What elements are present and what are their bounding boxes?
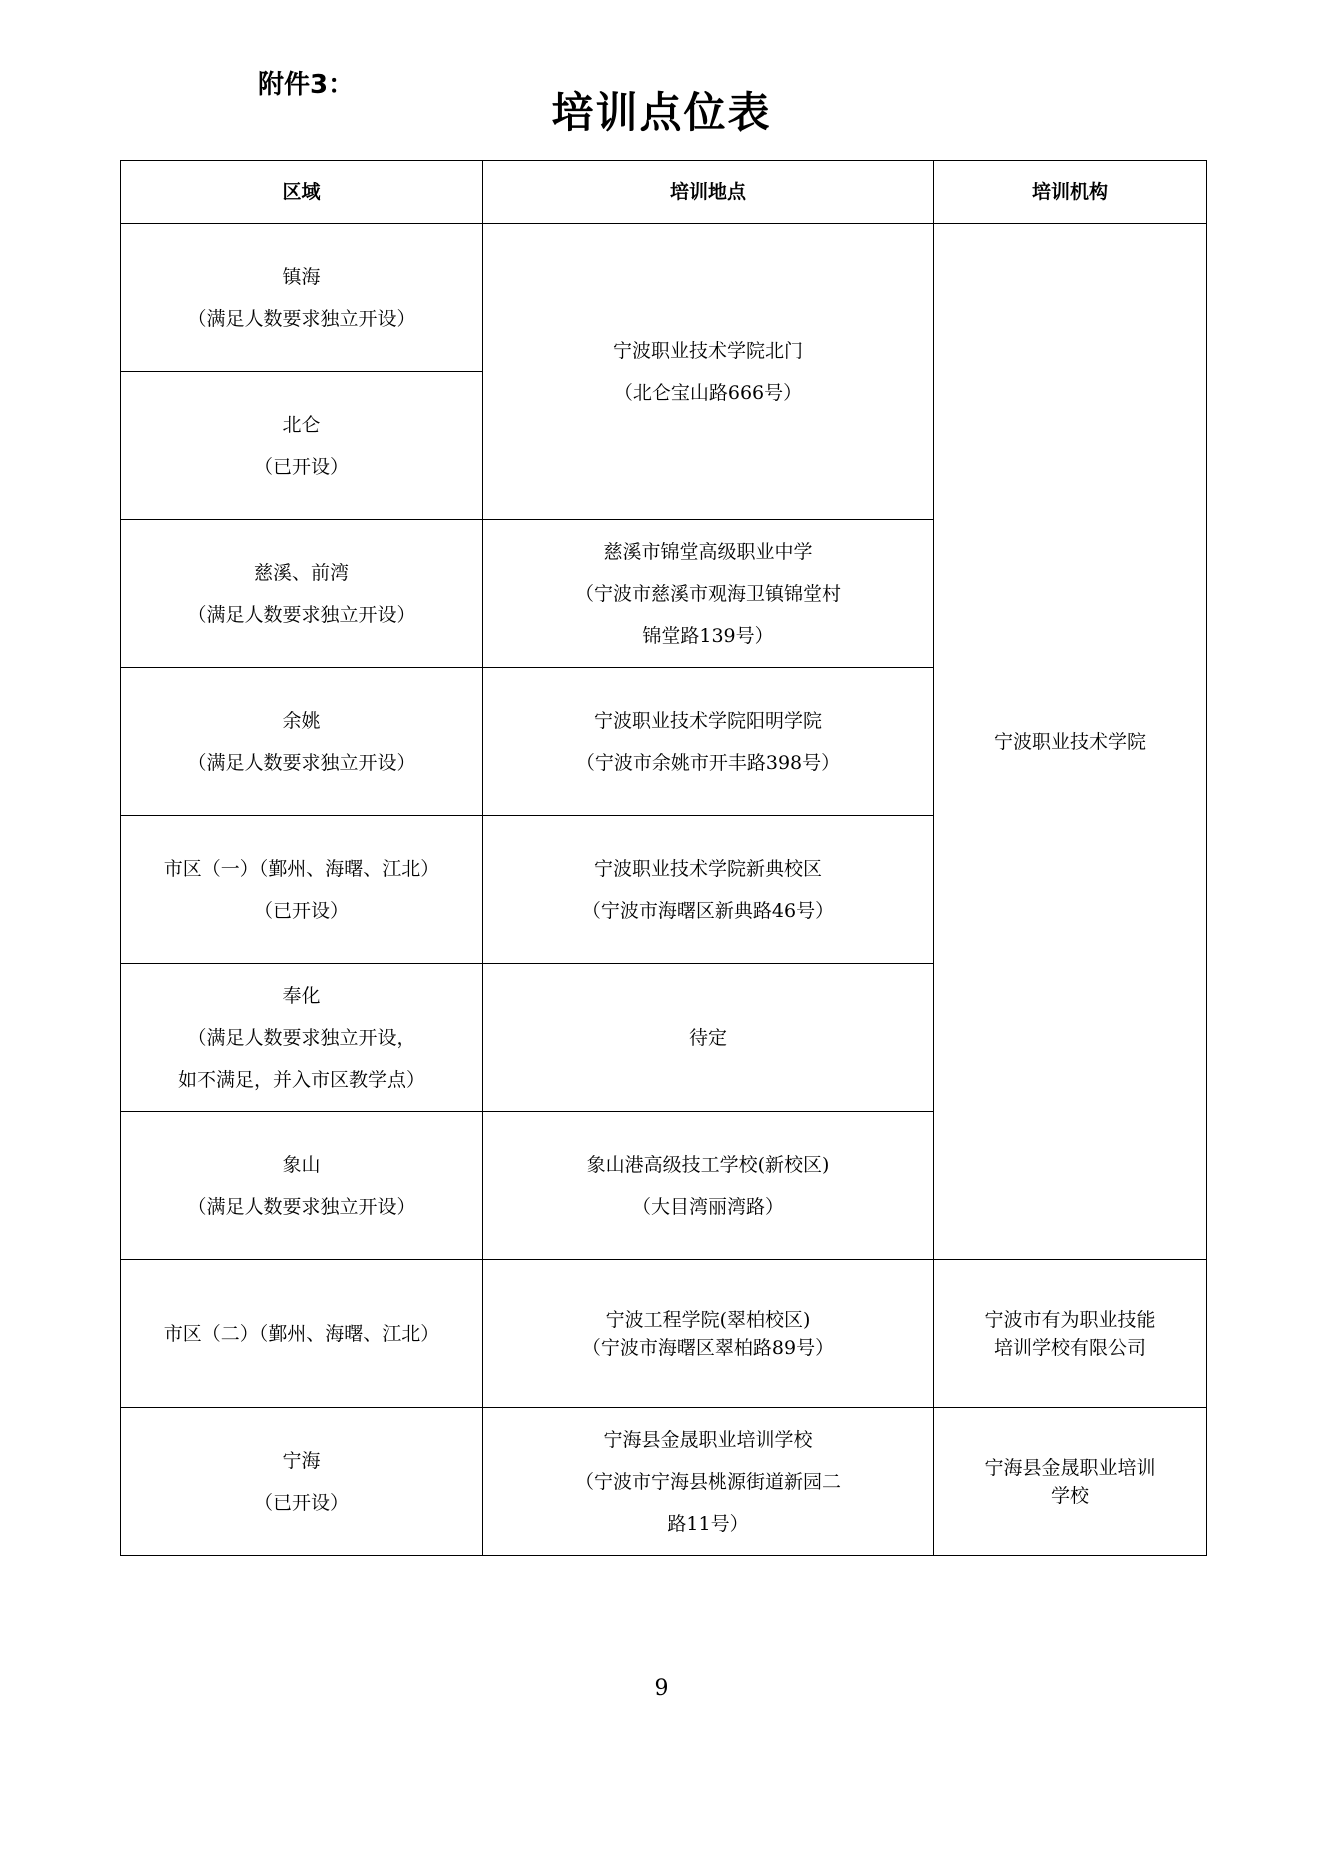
location-cell	[483, 1260, 934, 1408]
table-header-row	[121, 161, 1207, 224]
location-name: 象山港高级技工学校(新校区)	[586, 1153, 830, 1176]
table-row	[121, 1260, 1207, 1408]
location-name: 宁波工程学院(翠柏校区)	[605, 1308, 811, 1331]
region-cell	[121, 1408, 483, 1556]
institution-name: 宁波职业技术学院	[993, 730, 1146, 753]
location-name: 宁波职业技术学院阳明学院	[593, 709, 822, 732]
location-name: 慈溪市锦堂高级职业中学	[603, 540, 813, 563]
region-name: 市区（二）（鄞州、海曙、江北）	[163, 1322, 440, 1345]
location-name: 宁波职业技术学院北门	[612, 339, 803, 362]
region-cell	[121, 372, 483, 520]
region-name: 慈溪、前湾	[253, 561, 349, 584]
region-cell	[121, 964, 483, 1112]
attachment-label: 附件3：	[258, 70, 355, 100]
location-address-cont: 锦堂路139号）	[642, 624, 774, 647]
location-name: 待定	[688, 1026, 727, 1049]
location-address: （大目湾丽湾路）	[631, 1195, 784, 1218]
institution-cell	[934, 224, 1207, 1260]
region-note: （已开设）	[253, 455, 349, 478]
region-note: （满足人数要求独立开设）	[187, 603, 416, 626]
location-cell	[483, 520, 934, 668]
location-address: （北仑宝山路666号）	[613, 381, 803, 404]
region-note: （满足人数要求独立开设）	[187, 751, 416, 774]
location-address: （宁波市海曙区翠柏路89号）	[581, 1336, 835, 1359]
institution-name: 宁波市有为职业技能	[984, 1308, 1156, 1331]
page-number: 9	[654, 1676, 669, 1701]
region-cell	[121, 1112, 483, 1260]
region-cell	[121, 520, 483, 668]
location-address: （宁波市海曙区新典路46号）	[581, 899, 835, 922]
region-note: （已开设）	[253, 1491, 349, 1514]
location-address-cont: 路11号）	[667, 1512, 749, 1535]
location-address: （宁波市宁海县桃源街道新园二	[574, 1470, 841, 1493]
region-name: 奉化	[282, 984, 321, 1007]
institution-cell	[934, 1260, 1207, 1408]
region-cell	[121, 668, 483, 816]
location-name: 宁海县金晟职业培训学校	[603, 1428, 813, 1451]
region-name: 宁海	[282, 1449, 321, 1472]
region-note: （满足人数要求独立开设）	[187, 1195, 416, 1218]
location-address: （宁波市余姚市开丰路398号）	[575, 751, 841, 774]
location-cell	[483, 964, 934, 1112]
institution-name-cont: 培训学校有限公司	[993, 1336, 1146, 1359]
region-name: 镇海	[282, 265, 321, 288]
institution-name-cont: 学校	[1050, 1484, 1089, 1507]
region-name: 北仑	[282, 413, 321, 436]
document-title: 培训点位表	[551, 88, 772, 137]
location-cell	[483, 1408, 934, 1556]
region-name: 象山	[282, 1153, 321, 1176]
location-name: 宁波职业技术学院新典校区	[593, 857, 822, 880]
location-cell	[483, 668, 934, 816]
location-address: （宁波市慈溪市观海卫镇锦堂村	[574, 582, 841, 605]
training-site-table	[120, 160, 1207, 1556]
region-cell	[121, 224, 483, 372]
region-name: 市区（一）（鄞州、海曙、江北）	[163, 857, 440, 880]
header-institution: 培训机构	[934, 161, 1207, 224]
institution-name: 宁海县金晟职业培训	[984, 1456, 1156, 1479]
region-note: （满足人数要求独立开设，	[187, 1026, 416, 1049]
institution-cell	[934, 1408, 1207, 1556]
location-cell	[483, 816, 934, 964]
region-name: 余姚	[282, 709, 321, 732]
location-cell	[483, 224, 934, 520]
table-row	[121, 224, 1207, 372]
region-cell	[121, 816, 483, 964]
location-cell	[483, 1112, 934, 1260]
header-region: 区域	[121, 161, 483, 224]
region-note-cont: 如不满足，并入市区教学点）	[177, 1068, 425, 1091]
region-note: （满足人数要求独立开设）	[187, 307, 416, 330]
region-cell	[121, 1260, 483, 1408]
table-row	[121, 1408, 1207, 1556]
header-location: 培训地点	[483, 161, 934, 224]
region-note: （已开设）	[253, 899, 349, 922]
